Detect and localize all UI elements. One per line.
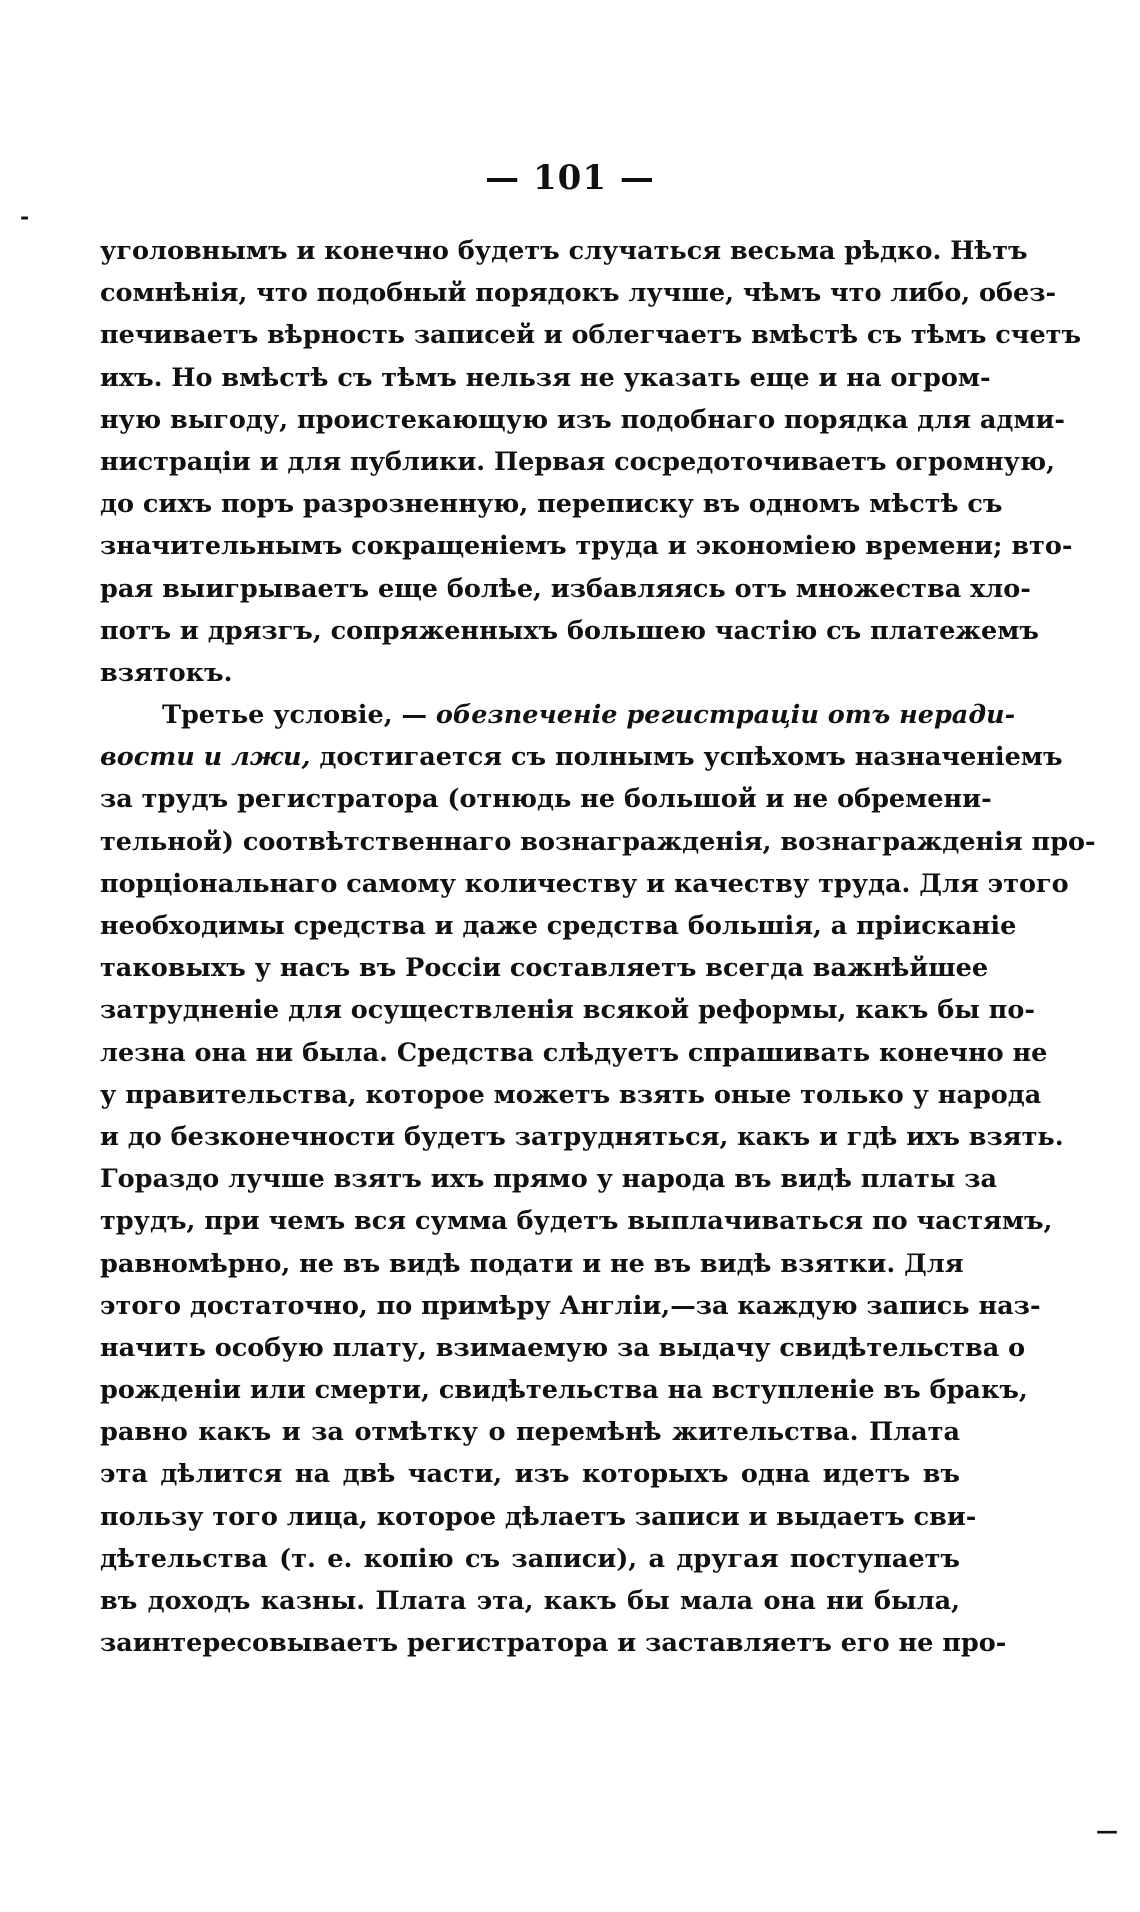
text-line: уголовнымъ и конечно будетъ случаться весьма рѣдко. Нѣтъ bbox=[100, 236, 1028, 266]
text-line: потъ и дрязгъ, сопряженныхъ большею частію съ платежемъ bbox=[100, 615, 1039, 646]
text-line: этого достаточно, по примѣру Англіи,—за каждую запись наз- bbox=[100, 1290, 1041, 1321]
text-segment: Третье условіе, — bbox=[162, 700, 436, 731]
text-line: и до безконечности будетъ затрудняться, какъ и гдѣ ихъ взять. bbox=[100, 1121, 1064, 1152]
text-line: равно какъ и за отмѣтку о перемѣнѣ жительства. Плата bbox=[100, 1417, 960, 1448]
paragraph-2-second-line bbox=[100, 736, 1063, 778]
text-line: у правительства, которое можетъ взять оные только у народа bbox=[100, 1079, 1042, 1110]
italic-phrase: обезпеченіе регистраціи отъ неради- bbox=[435, 700, 1016, 731]
text-line: порціональнаго самому количеству и качеству труда. Для этого bbox=[100, 868, 1069, 899]
text-line: рожденіи или смерти, свидѣтельства на вступленіе въ бракъ, bbox=[100, 1375, 1028, 1406]
text-line: Гораздо лучше взятъ ихъ прямо у народа въ видѣ платы за bbox=[100, 1164, 998, 1195]
text-segment: достигается съ полнымъ успѣхомъ назначеніемъ bbox=[310, 742, 1063, 773]
text-line: трудъ, при чемъ вся сумма будетъ выплачиваться по частямъ, bbox=[100, 1206, 1053, 1237]
text-line: тельной) соотвѣтственнаго вознагражденія, вознагражденія про- bbox=[100, 826, 1096, 857]
text-line: пользу того лица, которое дѣлаетъ записи и выдаетъ сви- bbox=[100, 1501, 977, 1532]
text-line: заинтересовываетъ регистратора и заставляетъ его не про- bbox=[100, 1628, 1007, 1659]
text-line: взятокъ. bbox=[100, 657, 233, 688]
margin-mark-right: — bbox=[1096, 1818, 1118, 1844]
body-text bbox=[100, 230, 1096, 1664]
text-line: сомнѣнія, что подобный порядокъ лучше, чѣмъ что либо, обез- bbox=[100, 278, 1057, 309]
text-line: въ доходъ казны. Плата эта, какъ бы мала она ни была, bbox=[100, 1586, 960, 1616]
italic-phrase: вости и лжи, bbox=[100, 742, 311, 773]
text-line: нистраціи и для публики. Первая сосредоточиваетъ огромную, bbox=[100, 446, 1055, 477]
text-line: эта дѣлится на двѣ части, изъ которыхъ одна идетъ въ bbox=[100, 1459, 960, 1490]
text-line: за трудъ регистратора (отнюдь не большой и не обремени- bbox=[100, 784, 992, 815]
text-line: необходимы средства и даже средства большія, а пріисканіе bbox=[100, 911, 1017, 941]
text-line: до сихъ поръ разрозненную, переписку въ одномъ мѣстѣ съ bbox=[100, 489, 1003, 520]
text-line: рая выигрываетъ еще болѣе, избавляясь отъ множества хло- bbox=[100, 573, 1031, 604]
text-line: дѣтельства (т. е. копію съ записи), а другая поступаетъ bbox=[100, 1543, 960, 1574]
text-line: начить особую плату, взимаемую за выдачу свидѣтельства о bbox=[100, 1332, 1026, 1363]
text-line: равномѣрно, не въ видѣ подати и не въ видѣ взятки. Для bbox=[100, 1248, 964, 1279]
margin-mark-left: - bbox=[20, 204, 30, 230]
page-number: — 101 — bbox=[485, 158, 655, 198]
paragraph-2-first-line bbox=[100, 694, 1016, 736]
text-line: значительнымъ сокращеніемъ труда и экономіею времени; вто- bbox=[100, 531, 1073, 562]
text-line: печиваетъ вѣрность записей и облегчаетъ вмѣстѣ съ тѣмъ счетъ bbox=[100, 320, 1082, 351]
text-line: ихъ. Но вмѣстѣ съ тѣмъ нельзя не указать еще и на огром- bbox=[100, 362, 991, 393]
text-line: лезна она ни была. Средства слѣдуетъ спрашивать конечно не bbox=[100, 1037, 1048, 1068]
text-line: таковыхъ у насъ въ Россіи составляетъ всегда важнѣйшее bbox=[100, 953, 989, 984]
text-line: ную выгоду, проистекающую изъ подобнаго порядка для адми- bbox=[100, 404, 1066, 435]
text-line: затрудненіе для осуществленія всякой реформы, какъ бы по- bbox=[100, 995, 1035, 1026]
